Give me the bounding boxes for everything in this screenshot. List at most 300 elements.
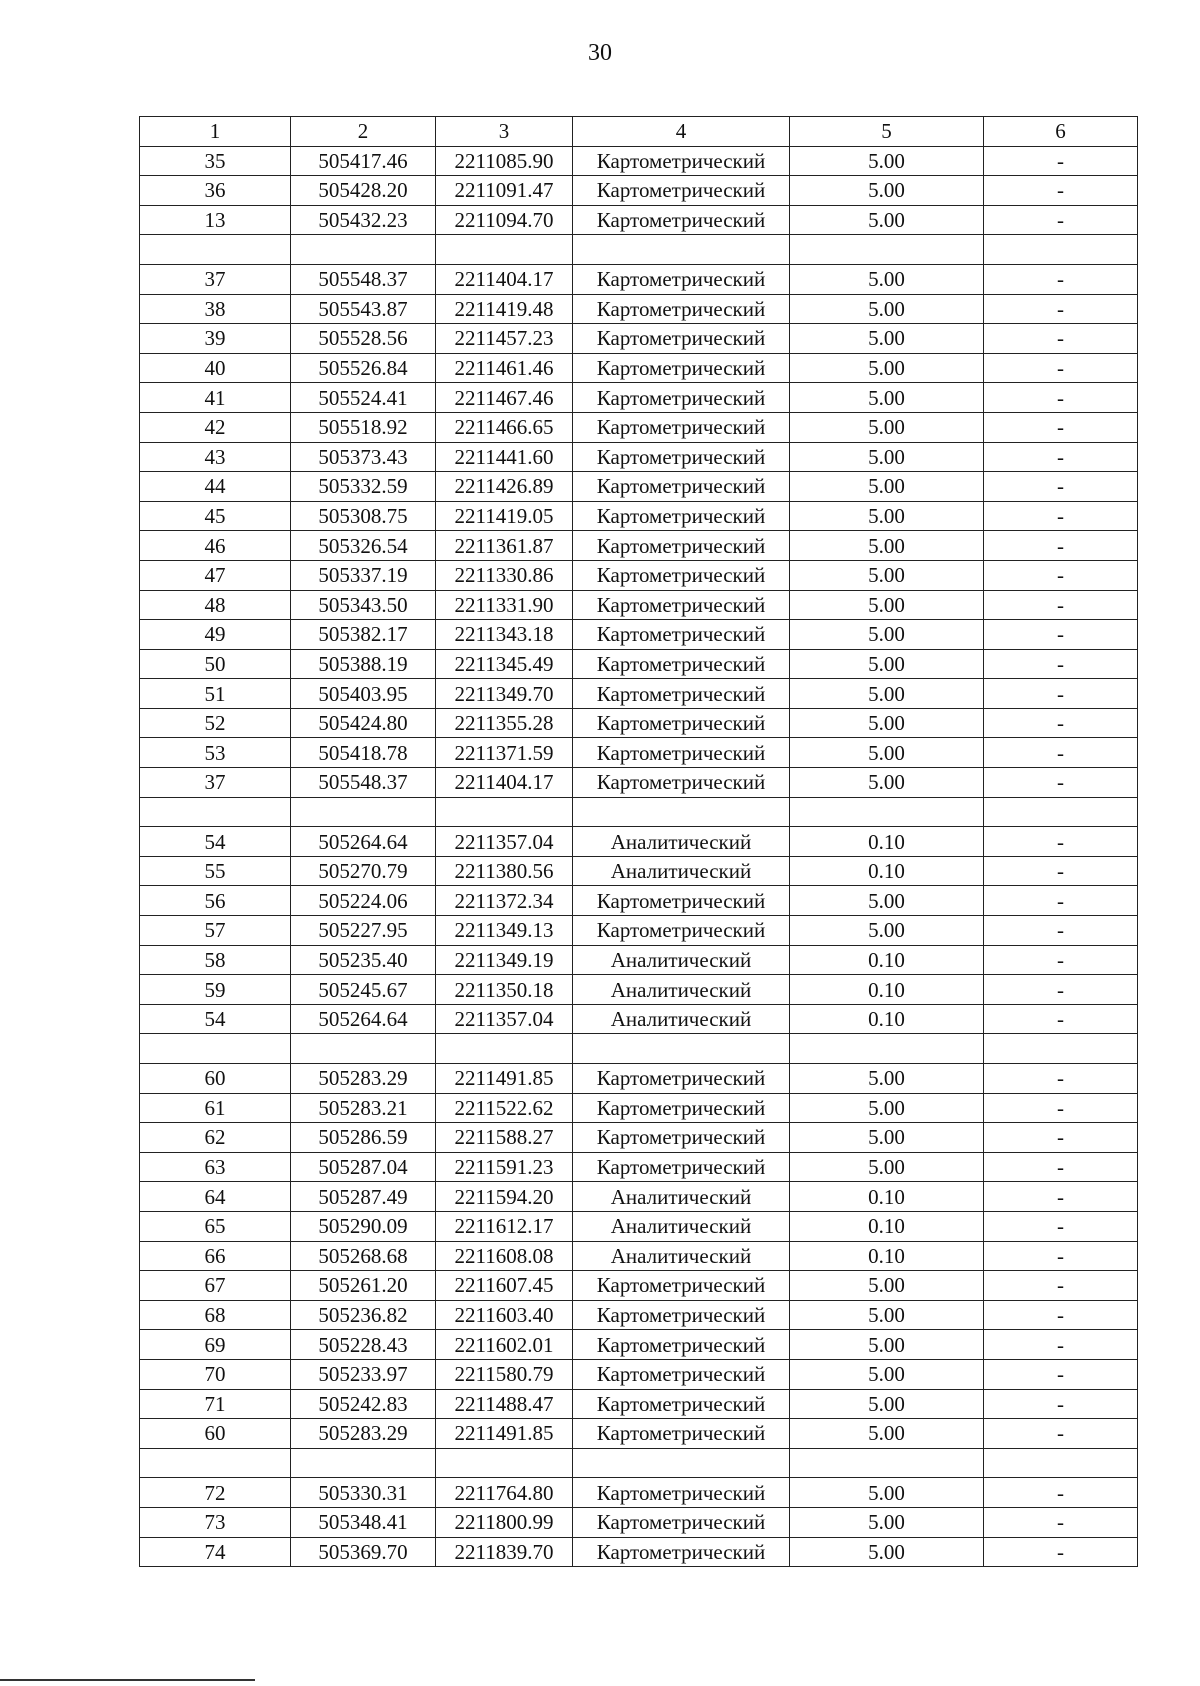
table-row: [140, 146, 1138, 176]
accuracy-cell: 5.00: [790, 708, 984, 738]
method-cell: Картометрический: [573, 294, 790, 324]
header-cell: 5: [790, 117, 984, 147]
accuracy-cell: 0.10: [790, 975, 984, 1005]
spacer-row: [140, 235, 1138, 265]
y-coordinate-cell: 2211350.18: [436, 975, 573, 1005]
point-number-cell: 63: [140, 1152, 291, 1182]
y-coordinate-cell: 2211331.90: [436, 590, 573, 620]
method-cell: Картометрический: [573, 412, 790, 442]
table-row: [140, 708, 1138, 738]
accuracy-cell: 5.00: [790, 205, 984, 235]
x-coordinate-cell: 505283.29: [291, 1064, 436, 1094]
note-cell: -: [984, 353, 1138, 383]
table-row: [140, 649, 1138, 679]
accuracy-cell: [790, 1448, 984, 1478]
method-cell: Картометрический: [573, 176, 790, 206]
accuracy-cell: 5.00: [790, 620, 984, 650]
accuracy-cell: 5.00: [790, 501, 984, 531]
x-coordinate-cell: 505518.92: [291, 412, 436, 442]
accuracy-cell: 5.00: [790, 1064, 984, 1094]
accuracy-cell: 5.00: [790, 1093, 984, 1123]
x-coordinate-cell: 505286.59: [291, 1123, 436, 1153]
accuracy-cell: 5.00: [790, 176, 984, 206]
note-cell: -: [984, 827, 1138, 857]
method-cell: Аналитический: [573, 856, 790, 886]
accuracy-cell: 5.00: [790, 1123, 984, 1153]
y-coordinate-cell: 2211404.17: [436, 264, 573, 294]
y-coordinate-cell: 2211839.70: [436, 1537, 573, 1567]
x-coordinate-cell: 505424.80: [291, 708, 436, 738]
method-cell: Аналитический: [573, 1182, 790, 1212]
coordinates-table: [139, 116, 1138, 1567]
method-cell: Картометрический: [573, 590, 790, 620]
table-row: [140, 531, 1138, 561]
method-cell: Картометрический: [573, 205, 790, 235]
note-cell: -: [984, 856, 1138, 886]
accuracy-cell: 5.00: [790, 1507, 984, 1537]
accuracy-cell: [790, 235, 984, 265]
y-coordinate-cell: 2211404.17: [436, 768, 573, 798]
y-coordinate-cell: [436, 797, 573, 827]
method-cell: Картометрический: [573, 1330, 790, 1360]
x-coordinate-cell: 505264.64: [291, 1004, 436, 1034]
method-cell: Картометрический: [573, 679, 790, 709]
method-cell: Картометрический: [573, 620, 790, 650]
x-coordinate-cell: 505283.29: [291, 1419, 436, 1449]
table-row: [140, 1389, 1138, 1419]
x-coordinate-cell: 505373.43: [291, 442, 436, 472]
accuracy-cell: 5.00: [790, 590, 984, 620]
y-coordinate-cell: 2211608.08: [436, 1241, 573, 1271]
method-cell: Картометрический: [573, 264, 790, 294]
table-row: [140, 1330, 1138, 1360]
note-cell: -: [984, 205, 1138, 235]
table-row: [140, 324, 1138, 354]
y-coordinate-cell: 2211091.47: [436, 176, 573, 206]
note-cell: -: [984, 264, 1138, 294]
accuracy-cell: 0.10: [790, 856, 984, 886]
method-cell: Картометрический: [573, 353, 790, 383]
y-coordinate-cell: 2211467.46: [436, 383, 573, 413]
x-coordinate-cell: 505418.78: [291, 738, 436, 768]
coordinates-table-body: [140, 117, 1138, 1567]
y-coordinate-cell: 2211361.87: [436, 531, 573, 561]
note-cell: -: [984, 1064, 1138, 1094]
table-row: [140, 590, 1138, 620]
point-number-cell: 47: [140, 560, 291, 590]
method-cell: Картометрический: [573, 146, 790, 176]
y-coordinate-cell: [436, 1448, 573, 1478]
table-row: [140, 442, 1138, 472]
x-coordinate-cell: 505428.20: [291, 176, 436, 206]
table-row: [140, 560, 1138, 590]
point-number-cell: 61: [140, 1093, 291, 1123]
accuracy-cell: 5.00: [790, 472, 984, 502]
note-cell: -: [984, 1478, 1138, 1508]
accuracy-cell: 0.10: [790, 1182, 984, 1212]
accuracy-cell: 0.10: [790, 827, 984, 857]
note-cell: -: [984, 1182, 1138, 1212]
x-coordinate-cell: 505369.70: [291, 1537, 436, 1567]
x-coordinate-cell: [291, 235, 436, 265]
point-number-cell: 65: [140, 1211, 291, 1241]
table-row: [140, 738, 1138, 768]
table-row: [140, 176, 1138, 206]
table-row: [140, 1478, 1138, 1508]
accuracy-cell: 5.00: [790, 294, 984, 324]
table-row: [140, 412, 1138, 442]
header-cell: 3: [436, 117, 573, 147]
method-cell: Картометрический: [573, 1093, 790, 1123]
x-coordinate-cell: 505543.87: [291, 294, 436, 324]
method-cell: Картометрический: [573, 1537, 790, 1567]
accuracy-cell: 5.00: [790, 886, 984, 916]
table-row: [140, 856, 1138, 886]
point-number-cell: 54: [140, 1004, 291, 1034]
point-number-cell: 39: [140, 324, 291, 354]
accuracy-cell: 5.00: [790, 916, 984, 946]
x-coordinate-cell: 505228.43: [291, 1330, 436, 1360]
y-coordinate-cell: 2211343.18: [436, 620, 573, 650]
note-cell: -: [984, 975, 1138, 1005]
point-number-cell: 55: [140, 856, 291, 886]
method-cell: Картометрический: [573, 708, 790, 738]
table-row: [140, 383, 1138, 413]
accuracy-cell: 5.00: [790, 1389, 984, 1419]
point-number-cell: 71: [140, 1389, 291, 1419]
note-cell: -: [984, 324, 1138, 354]
x-coordinate-cell: 505290.09: [291, 1211, 436, 1241]
y-coordinate-cell: 2211800.99: [436, 1507, 573, 1537]
y-coordinate-cell: 2211580.79: [436, 1359, 573, 1389]
point-number-cell: 72: [140, 1478, 291, 1508]
note-cell: [984, 1448, 1138, 1478]
y-coordinate-cell: 2211371.59: [436, 738, 573, 768]
point-number-cell: 60: [140, 1064, 291, 1094]
x-coordinate-cell: 505403.95: [291, 679, 436, 709]
note-cell: -: [984, 620, 1138, 650]
page-number: 30: [588, 40, 612, 66]
table-row: [140, 1152, 1138, 1182]
note-cell: -: [984, 738, 1138, 768]
note-cell: -: [984, 1004, 1138, 1034]
table-row: [140, 886, 1138, 916]
note-cell: -: [984, 1507, 1138, 1537]
table-header-row: [140, 117, 1138, 147]
x-coordinate-cell: [291, 1448, 436, 1478]
note-cell: -: [984, 916, 1138, 946]
x-coordinate-cell: 505270.79: [291, 856, 436, 886]
accuracy-cell: 5.00: [790, 1152, 984, 1182]
x-coordinate-cell: 505261.20: [291, 1271, 436, 1301]
note-cell: -: [984, 708, 1138, 738]
x-coordinate-cell: 505382.17: [291, 620, 436, 650]
note-cell: -: [984, 886, 1138, 916]
y-coordinate-cell: 2211330.86: [436, 560, 573, 590]
spacer-row: [140, 1448, 1138, 1478]
x-coordinate-cell: 505233.97: [291, 1359, 436, 1389]
x-coordinate-cell: 505388.19: [291, 649, 436, 679]
note-cell: -: [984, 531, 1138, 561]
table-row: [140, 1182, 1138, 1212]
y-coordinate-cell: 2211426.89: [436, 472, 573, 502]
x-coordinate-cell: 505283.21: [291, 1093, 436, 1123]
method-cell: Картометрический: [573, 383, 790, 413]
point-number-cell: 69: [140, 1330, 291, 1360]
point-number-cell: 52: [140, 708, 291, 738]
method-cell: Картометрический: [573, 738, 790, 768]
y-coordinate-cell: 2211603.40: [436, 1300, 573, 1330]
note-cell: [984, 235, 1138, 265]
point-number-cell: 37: [140, 264, 291, 294]
method-cell: [573, 235, 790, 265]
method-cell: Картометрический: [573, 501, 790, 531]
x-coordinate-cell: 505224.06: [291, 886, 436, 916]
point-number-cell: 62: [140, 1123, 291, 1153]
point-number-cell: 54: [140, 827, 291, 857]
method-cell: Картометрический: [573, 1389, 790, 1419]
method-cell: Картометрический: [573, 442, 790, 472]
point-number-cell: 67: [140, 1271, 291, 1301]
note-cell: -: [984, 649, 1138, 679]
table-row: [140, 679, 1138, 709]
x-coordinate-cell: 505337.19: [291, 560, 436, 590]
header-cell: 2: [291, 117, 436, 147]
x-coordinate-cell: [291, 1034, 436, 1064]
table-row: [140, 827, 1138, 857]
header-cell: 4: [573, 117, 790, 147]
point-number-cell: 59: [140, 975, 291, 1005]
x-coordinate-cell: 505308.75: [291, 501, 436, 531]
accuracy-cell: 5.00: [790, 1330, 984, 1360]
point-number-cell: 74: [140, 1537, 291, 1567]
y-coordinate-cell: [436, 1034, 573, 1064]
y-coordinate-cell: 2211488.47: [436, 1389, 573, 1419]
y-coordinate-cell: 2211588.27: [436, 1123, 573, 1153]
method-cell: Аналитический: [573, 945, 790, 975]
method-cell: Аналитический: [573, 975, 790, 1005]
point-number-cell: [140, 1034, 291, 1064]
y-coordinate-cell: 2211357.04: [436, 827, 573, 857]
method-cell: Картометрический: [573, 1300, 790, 1330]
table-row: [140, 1271, 1138, 1301]
method-cell: Картометрический: [573, 1064, 790, 1094]
x-coordinate-cell: 505227.95: [291, 916, 436, 946]
note-cell: -: [984, 1330, 1138, 1360]
method-cell: Картометрический: [573, 472, 790, 502]
table-row: [140, 945, 1138, 975]
y-coordinate-cell: 2211357.04: [436, 1004, 573, 1034]
table-row: [140, 1507, 1138, 1537]
bottom-rule: [0, 1679, 255, 1681]
point-number-cell: 48: [140, 590, 291, 620]
x-coordinate-cell: 505235.40: [291, 945, 436, 975]
point-number-cell: [140, 1448, 291, 1478]
note-cell: -: [984, 146, 1138, 176]
table-row: [140, 264, 1138, 294]
point-number-cell: 44: [140, 472, 291, 502]
note-cell: -: [984, 590, 1138, 620]
note-cell: -: [984, 945, 1138, 975]
x-coordinate-cell: 505432.23: [291, 205, 436, 235]
accuracy-cell: 5.00: [790, 1359, 984, 1389]
spacer-row: [140, 1034, 1138, 1064]
accuracy-cell: 5.00: [790, 353, 984, 383]
accuracy-cell: 5.00: [790, 1537, 984, 1567]
method-cell: Картометрический: [573, 324, 790, 354]
y-coordinate-cell: 2211085.90: [436, 146, 573, 176]
point-number-cell: 73: [140, 1507, 291, 1537]
y-coordinate-cell: 2211349.70: [436, 679, 573, 709]
y-coordinate-cell: 2211491.85: [436, 1064, 573, 1094]
table-row: [140, 294, 1138, 324]
point-number-cell: 56: [140, 886, 291, 916]
point-number-cell: 41: [140, 383, 291, 413]
note-cell: -: [984, 1389, 1138, 1419]
point-number-cell: [140, 235, 291, 265]
accuracy-cell: 5.00: [790, 324, 984, 354]
note-cell: -: [984, 412, 1138, 442]
y-coordinate-cell: 2211349.13: [436, 916, 573, 946]
point-number-cell: 36: [140, 176, 291, 206]
point-number-cell: 35: [140, 146, 291, 176]
point-number-cell: 42: [140, 412, 291, 442]
method-cell: Картометрический: [573, 649, 790, 679]
table-row: [140, 472, 1138, 502]
point-number-cell: 68: [140, 1300, 291, 1330]
y-coordinate-cell: 2211419.05: [436, 501, 573, 531]
method-cell: Картометрический: [573, 1507, 790, 1537]
method-cell: Аналитический: [573, 827, 790, 857]
note-cell: -: [984, 1271, 1138, 1301]
x-coordinate-cell: 505348.41: [291, 1507, 436, 1537]
point-number-cell: 60: [140, 1419, 291, 1449]
accuracy-cell: [790, 1034, 984, 1064]
method-cell: Картометрический: [573, 886, 790, 916]
point-number-cell: 13: [140, 205, 291, 235]
table-row: [140, 1093, 1138, 1123]
note-cell: [984, 797, 1138, 827]
method-cell: Картометрический: [573, 1271, 790, 1301]
accuracy-cell: 5.00: [790, 383, 984, 413]
note-cell: -: [984, 501, 1138, 531]
accuracy-cell: 5.00: [790, 412, 984, 442]
x-coordinate-cell: 505268.68: [291, 1241, 436, 1271]
y-coordinate-cell: 2211345.49: [436, 649, 573, 679]
x-coordinate-cell: 505548.37: [291, 264, 436, 294]
point-number-cell: 64: [140, 1182, 291, 1212]
note-cell: -: [984, 1359, 1138, 1389]
note-cell: [984, 1034, 1138, 1064]
note-cell: -: [984, 1152, 1138, 1182]
method-cell: Картометрический: [573, 1123, 790, 1153]
x-coordinate-cell: 505330.31: [291, 1478, 436, 1508]
point-number-cell: [140, 797, 291, 827]
y-coordinate-cell: 2211491.85: [436, 1419, 573, 1449]
accuracy-cell: 0.10: [790, 945, 984, 975]
note-cell: -: [984, 1211, 1138, 1241]
y-coordinate-cell: 2211612.17: [436, 1211, 573, 1241]
accuracy-cell: 5.00: [790, 649, 984, 679]
table-row: [140, 1359, 1138, 1389]
x-coordinate-cell: 505526.84: [291, 353, 436, 383]
x-coordinate-cell: 505548.37: [291, 768, 436, 798]
table-row: [140, 620, 1138, 650]
method-cell: Картометрический: [573, 768, 790, 798]
x-coordinate-cell: 505245.67: [291, 975, 436, 1005]
y-coordinate-cell: [436, 235, 573, 265]
accuracy-cell: 5.00: [790, 1419, 984, 1449]
method-cell: [573, 1448, 790, 1478]
x-coordinate-cell: 505236.82: [291, 1300, 436, 1330]
y-coordinate-cell: 2211419.48: [436, 294, 573, 324]
method-cell: Картометрический: [573, 531, 790, 561]
point-number-cell: 46: [140, 531, 291, 561]
x-coordinate-cell: 505242.83: [291, 1389, 436, 1419]
y-coordinate-cell: 2211602.01: [436, 1330, 573, 1360]
method-cell: Картометрический: [573, 1478, 790, 1508]
x-coordinate-cell: 505524.41: [291, 383, 436, 413]
point-number-cell: 50: [140, 649, 291, 679]
y-coordinate-cell: 2211457.23: [436, 324, 573, 354]
accuracy-cell: 5.00: [790, 679, 984, 709]
method-cell: Картометрический: [573, 1419, 790, 1449]
x-coordinate-cell: 505528.56: [291, 324, 436, 354]
accuracy-cell: [790, 797, 984, 827]
x-coordinate-cell: 505287.49: [291, 1182, 436, 1212]
table-row: [140, 1537, 1138, 1567]
spacer-row: [140, 797, 1138, 827]
x-coordinate-cell: 505287.04: [291, 1152, 436, 1182]
accuracy-cell: 0.10: [790, 1004, 984, 1034]
x-coordinate-cell: 505326.54: [291, 531, 436, 561]
point-number-cell: 58: [140, 945, 291, 975]
note-cell: -: [984, 679, 1138, 709]
accuracy-cell: 5.00: [790, 738, 984, 768]
table-row: [140, 1241, 1138, 1271]
table-row: [140, 1064, 1138, 1094]
method-cell: Аналитический: [573, 1004, 790, 1034]
accuracy-cell: 0.10: [790, 1241, 984, 1271]
table-row: [140, 916, 1138, 946]
accuracy-cell: 5.00: [790, 1271, 984, 1301]
y-coordinate-cell: 2211349.19: [436, 945, 573, 975]
point-number-cell: 37: [140, 768, 291, 798]
accuracy-cell: 5.00: [790, 768, 984, 798]
point-number-cell: 45: [140, 501, 291, 531]
y-coordinate-cell: 2211372.34: [436, 886, 573, 916]
note-cell: -: [984, 294, 1138, 324]
accuracy-cell: 5.00: [790, 146, 984, 176]
note-cell: -: [984, 176, 1138, 206]
header-cell: 6: [984, 117, 1138, 147]
table-row: [140, 1004, 1138, 1034]
point-number-cell: 57: [140, 916, 291, 946]
point-number-cell: 53: [140, 738, 291, 768]
y-coordinate-cell: 2211355.28: [436, 708, 573, 738]
point-number-cell: 43: [140, 442, 291, 472]
accuracy-cell: 5.00: [790, 531, 984, 561]
y-coordinate-cell: 2211764.80: [436, 1478, 573, 1508]
note-cell: -: [984, 383, 1138, 413]
accuracy-cell: 5.00: [790, 1300, 984, 1330]
accuracy-cell: 0.10: [790, 1211, 984, 1241]
y-coordinate-cell: 2211591.23: [436, 1152, 573, 1182]
x-coordinate-cell: 505417.46: [291, 146, 436, 176]
y-coordinate-cell: 2211522.62: [436, 1093, 573, 1123]
accuracy-cell: 5.00: [790, 264, 984, 294]
method-cell: Аналитический: [573, 1241, 790, 1271]
